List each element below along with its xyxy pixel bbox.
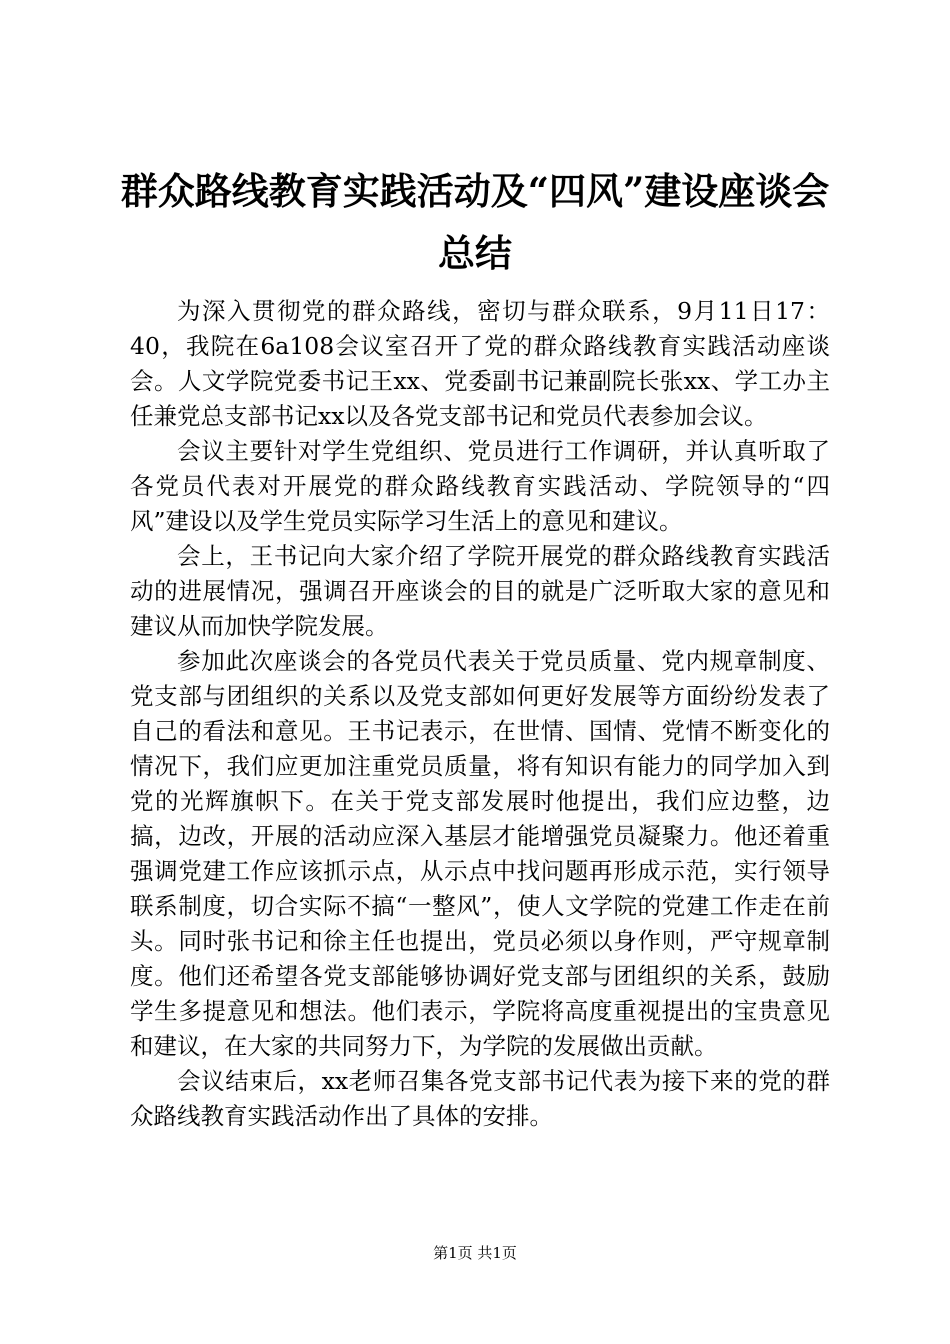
paragraph: 为深入贯彻党的群众路线，密切与群众联系，9月11日17：40，我院在6a108会议室召开了党的群众路线教育实践活动座谈会。人文学院党委书记王xx、党委副书记兼副院长张xx、学工办主任兼党总支部书记xx以及各党支部书记和党员代表参加会议。 xyxy=(130,297,830,430)
paragraph: 会议结束后，xx老师召集各党支部书记代表为接下来的党的群众路线教育实践活动作出了具体的安排。 xyxy=(130,1067,830,1130)
paragraph: 会议主要针对学生党组织、党员进行工作调研，并认真听取了各党员代表对开展党的群众路线教育实践活动、学院领导的“四风”建设以及学生党员实际学习生活上的意见和建议。 xyxy=(130,437,830,535)
document-title: 群众路线教育实践活动及“四风”建设座谈会总结 xyxy=(120,169,830,275)
paragraph: 参加此次座谈会的各党员代表关于党员质量、党内规章制度、党支部与团组织的关系以及党支部如何更好发展等方面纷纷发表了自己的看法和意见。王书记表示，在世情、国情、党情不断变化的情况下，我们应更加注重党员质量，将有知识有能力的同学加入到党的光辉旗帜下。在关于党支部发展时他提出，我们应边整，边搞，边改，开展的活动应深入基层才能增强党员凝聚力。他还着重强调党建工作应该抓示点，从示点中找问题再形成示范，实行领导联系制度，切合实际不搞“一整风”，使人文学院的党建工作走在前头。同时张书记和徐主任也提出，党员必须以身作则，严守规章制度。他们还希望各党支部能够协调好党支部与团组织的关系，鼓励学生多提意见和想法。他们表示，学院将高度重视提出的宝贵意见和建议，在大家的共同努力下，为学院的发展做出贡献。 xyxy=(130,647,830,1060)
document-body xyxy=(130,294,830,1134)
page-number-footer: 第1页 共1页 xyxy=(433,1244,517,1262)
paragraph: 会上，王书记向大家介绍了学院开展党的群众路线教育实践活动的进展情况，强调召开座谈会的目的就是广泛听取大家的意见和建议从而加快学院发展。 xyxy=(130,542,830,640)
